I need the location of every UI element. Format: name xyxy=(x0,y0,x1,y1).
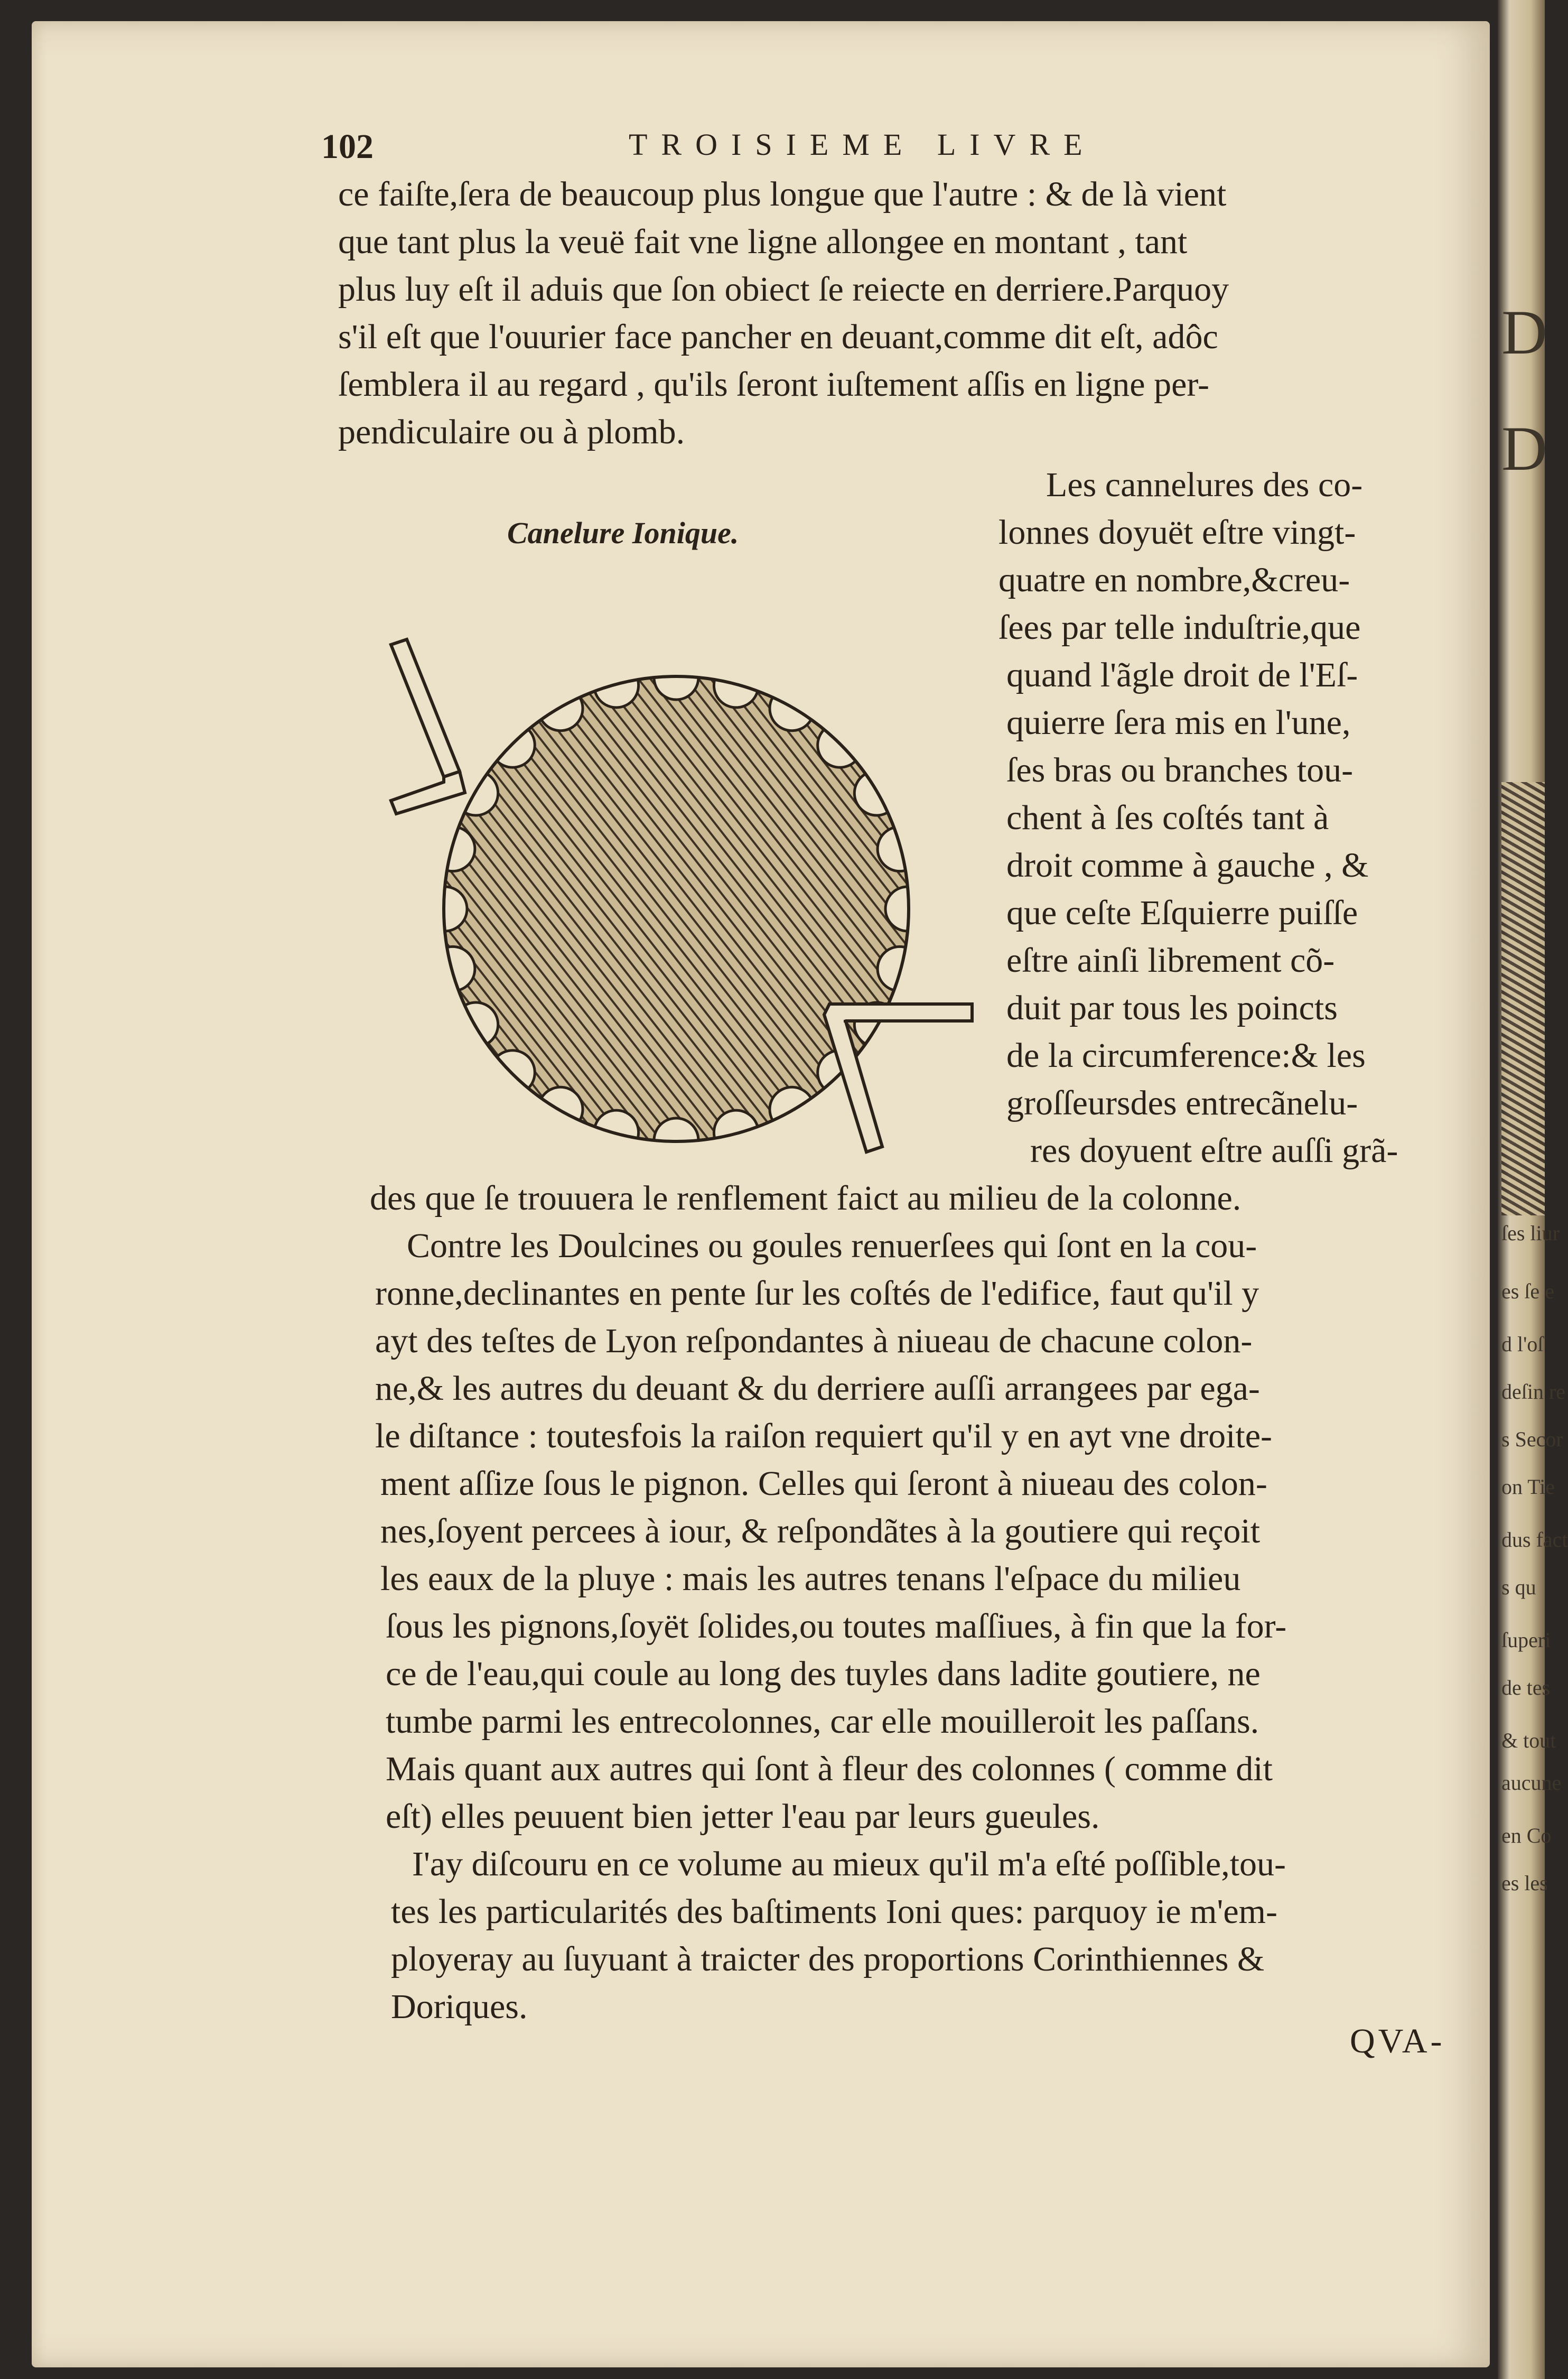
next-page-fragment: deſin re xyxy=(1501,1380,1566,1404)
text-line: tes les particularités des baſtiments Ioni ques: parquoy ie m'em- xyxy=(391,1892,1277,1931)
text-line: que tant plus la veuë fait vne ligne allongee en montant , tant xyxy=(338,222,1188,261)
text-line: ſes bras ou branches tou- xyxy=(1006,751,1354,789)
text-line: de la circumference:& les xyxy=(1006,1036,1366,1075)
next-page-fragment: es les xyxy=(1501,1871,1548,1895)
text-line: ayt des teſtes de Lyon reſpondantes à niueau de chacune colon- xyxy=(375,1322,1253,1360)
next-page-fragment: de tes xyxy=(1501,1676,1551,1699)
next-page-fragment: on Tie xyxy=(1501,1475,1555,1499)
text-line: les eaux de la pluye : mais les autres tenans l'eſpace du milieu xyxy=(380,1559,1241,1598)
text-line: droit comme à gauche , & xyxy=(1006,846,1369,885)
next-page-fragment: & tout xyxy=(1501,1729,1556,1752)
text-line: ſemblera il au regard , qu'ils ſeront iuſtement aſſis en ligne per- xyxy=(338,365,1210,404)
next-page-initial: D xyxy=(1501,413,1547,484)
text-line: res doyuent eſtre auſſi grã- xyxy=(1030,1131,1398,1170)
text-line: ſous les pignons,ſoyët ſolides,ou toutes maſſiues, à fin que la for- xyxy=(386,1607,1287,1646)
text-line: Les cannelures des co- xyxy=(1046,466,1363,504)
text-line: des que ſe trouuera le renflement faict au milieu de la colonne. xyxy=(370,1179,1242,1218)
text-line: groſſeursdes entrecãnelu- xyxy=(1006,1084,1358,1122)
text-line: pendiculaire ou à plomb. xyxy=(338,413,685,451)
running-title: TROISIEME LIVRE xyxy=(629,127,1096,162)
text-line: quatre en nombre,&creu- xyxy=(998,561,1350,599)
text-line: plus luy eſt il aduis que ſon obiect ſe reiecte en derriere.Parquoy xyxy=(338,270,1229,309)
next-page-fragment: ſuperi xyxy=(1501,1628,1551,1652)
text-line: quand l'ãgle droit de l'Eſ- xyxy=(1006,656,1358,694)
next-page-initial: D xyxy=(1501,297,1547,367)
text-line: le diſtance : toutesfois la raiſon requiert qu'il y en ayt vne droite- xyxy=(375,1417,1273,1455)
text-line: Mais quant aux autres qui ſont à fleur des colonnes ( comme dit xyxy=(386,1750,1273,1788)
text-line: duit par tous les poincts xyxy=(1006,989,1338,1027)
square-tool-upper xyxy=(391,639,465,814)
page-number: 102 xyxy=(321,127,374,166)
text-line: ſees par telle induſtrie,que xyxy=(998,608,1361,647)
catchword: QVA- xyxy=(1350,2022,1445,2060)
text-line: nes,ſoyent percees à iour, & reſpondãtes à la goutiere qui reçoit xyxy=(380,1512,1261,1550)
text-line: que ceſte Eſquierre puiſſe xyxy=(1006,894,1358,932)
text-line: ronne,declinantes en pente ſur les coſtés de l'edifice, faut qu'il y xyxy=(375,1274,1259,1313)
text-line: chent à ſes coſtés tant à xyxy=(1006,798,1329,837)
text-line: ce de l'eau,qui coule au long des tuyles dans ladite goutiere, ne xyxy=(386,1655,1261,1693)
next-page-fragment: es ſe e xyxy=(1501,1279,1554,1303)
next-page-fragment: ſes liur xyxy=(1501,1221,1560,1245)
next-page-fragment: s qu xyxy=(1501,1575,1536,1599)
next-page-fragment: aucune xyxy=(1501,1771,1562,1795)
text-line: Doriques. xyxy=(391,1987,528,2026)
text-line: quierre ſera mis en l'une, xyxy=(1006,703,1351,742)
next-page-fragment: en Co xyxy=(1501,1824,1552,1847)
text-line: I'ay diſcouru en ce volume au mieux qu'il m'a eſté poſſible,tou- xyxy=(412,1845,1286,1883)
text-line: Contre les Doulcines ou goules renuerſees qui ſont en la cou- xyxy=(407,1226,1257,1265)
text-line: eſt) elles peuuent bien jetter l'eau par leurs gueules. xyxy=(386,1797,1100,1836)
text-line: s'il eſt que l'ouurier face pancher en deuant,comme dit eſt, adôc xyxy=(338,318,1218,356)
text-line: ment aſſize ſous le pignon. Celles qui ſeront à niueau des colon- xyxy=(380,1464,1267,1503)
ionic-fluting-woodcut xyxy=(380,613,988,1157)
text-line: ne,& les autres du deuant & du derriere auſſi arrangees par ega- xyxy=(375,1369,1260,1408)
text-line: ce faiſte,ſera de beaucoup plus longue que l'autre : & de là vient xyxy=(338,175,1227,213)
text-line: eſtre ainſi librement cõ- xyxy=(1006,941,1335,980)
next-page-fragment: s Secor xyxy=(1501,1427,1563,1451)
text-line: tumbe parmi les entrecolonnes, car elle mouilleroit les paſſans. xyxy=(386,1702,1259,1741)
text-line: ployeray au ſuyuant à traicter des proportions Corinthiennes & xyxy=(391,1940,1265,1978)
text-line: lonnes doyuët eſtre vingt- xyxy=(998,513,1356,552)
figure-caption: Canelure Ionique. xyxy=(507,516,739,550)
next-page-fragment: dus fact xyxy=(1501,1528,1568,1551)
next-page-woodcut-fragment xyxy=(1501,782,1545,1215)
next-page-fragment: d l'oſ xyxy=(1501,1332,1544,1356)
